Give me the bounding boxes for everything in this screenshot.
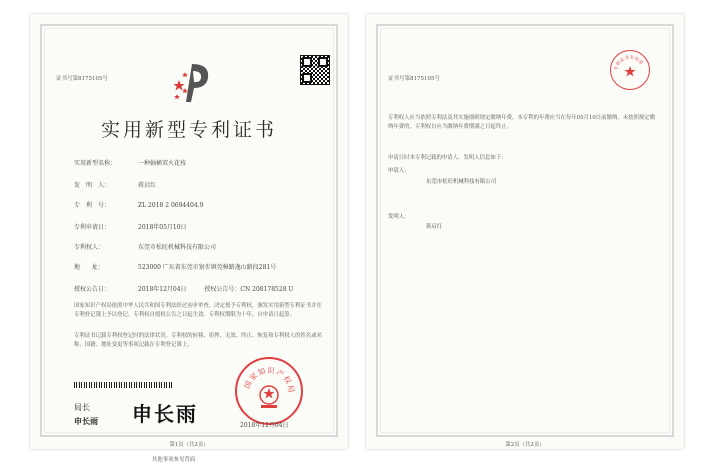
field-value: 东莞市松旺机械科技有限公司 xyxy=(138,244,217,251)
field-value: 一种轴横双火花枝 xyxy=(138,160,187,167)
field-label: 发 明 人： xyxy=(74,182,111,189)
annual-fee-note: 专利权人应当依照专利法及其实施细则规定缴纳年费。本专利的年费应当在每年05月10日前缴纳。未按照规定缴纳年费的，专利权自应当缴纳年费期满之日起终止。 xyxy=(388,115,656,131)
cert-number: 证书号第8175105号 xyxy=(388,76,440,82)
applicant-info-intro: 申请日时本专利记载的申请人、发明人信息如下： xyxy=(388,155,507,161)
svg-text:专利证书专用章 xyxy=(612,54,645,71)
legal-status-note: 专利证书记载专利权登记时的法律状况。专利权的转移、质押、无效、终止、恢复和专利权人的姓名或名称、国籍、地址变更等事项记载在专利登记簿上。 xyxy=(74,333,322,349)
field-row xyxy=(74,242,216,251)
field-label: 专利申请日： xyxy=(74,224,111,231)
page-number: 第1页（共2页） xyxy=(169,442,209,448)
field-value: CN 208178528 U xyxy=(240,286,294,293)
field-label: 授权公告号： xyxy=(204,286,241,293)
field-row xyxy=(74,262,276,271)
field-label: 地 址： xyxy=(74,264,105,271)
field-row xyxy=(74,200,203,209)
seal-date: 2018年12月04日 xyxy=(240,422,289,429)
barcode-icon xyxy=(74,382,174,388)
inventor-value: 蒋启红 xyxy=(426,224,443,230)
field-value: 蒋启红 xyxy=(138,182,157,189)
field-label: 实用新型名称： xyxy=(74,160,117,167)
field-label: 授权公告日： xyxy=(74,286,111,293)
footer-note: 其他事项参见背面 xyxy=(152,457,196,463)
director-title: 局长 xyxy=(74,403,90,412)
field-value: 2018年05月10日 xyxy=(138,224,187,231)
field-value: 2018年12月04日 xyxy=(138,286,187,293)
official-seal-icon xyxy=(235,357,303,425)
field-value: 523000 广东省东莞市寮步镇莞樟路逸山路段281号 xyxy=(138,264,277,271)
patent-seal-icon xyxy=(610,50,650,90)
grant-statement: 国家知识产权局依照中华人民共和国专利法经过初步审查，决定授予专利权，颁发实用新型专利证书并在专利登记簿上予以登记。专利权自授权公告之日起生效。专利权期限为十年，自申请日起算。 xyxy=(74,303,322,319)
field-row xyxy=(74,222,187,231)
director-signature: 申长雨 xyxy=(132,402,198,426)
field-row xyxy=(74,180,156,189)
certificate-title: 实用新型专利证书 xyxy=(100,119,277,141)
certificate-page-2 xyxy=(366,14,684,449)
stamp-text: 专利证书专用章 xyxy=(613,55,644,72)
cnipa-logo-icon xyxy=(172,58,212,104)
applicant-label: 申请人： xyxy=(388,168,410,174)
director-name: 申长雨 xyxy=(74,416,98,426)
qr-code-icon xyxy=(300,55,330,85)
page-number: 第2页（共2页） xyxy=(505,442,545,448)
field-row xyxy=(74,158,186,167)
field-value: ZL 2018 2 0694404.9 xyxy=(138,202,204,209)
cert-number: 证书号第8175105号 xyxy=(56,76,108,82)
field-row xyxy=(74,284,293,293)
field-label: 专利权人： xyxy=(74,244,105,251)
seal-text: 国家知识产权局 xyxy=(242,365,297,395)
field-label: 专 利 号： xyxy=(74,202,111,209)
certificate-page-1 xyxy=(30,14,348,449)
applicant-value: 东莞市松旺机械科技有限公司 xyxy=(426,179,497,185)
inventor-label: 发明人： xyxy=(388,214,410,220)
